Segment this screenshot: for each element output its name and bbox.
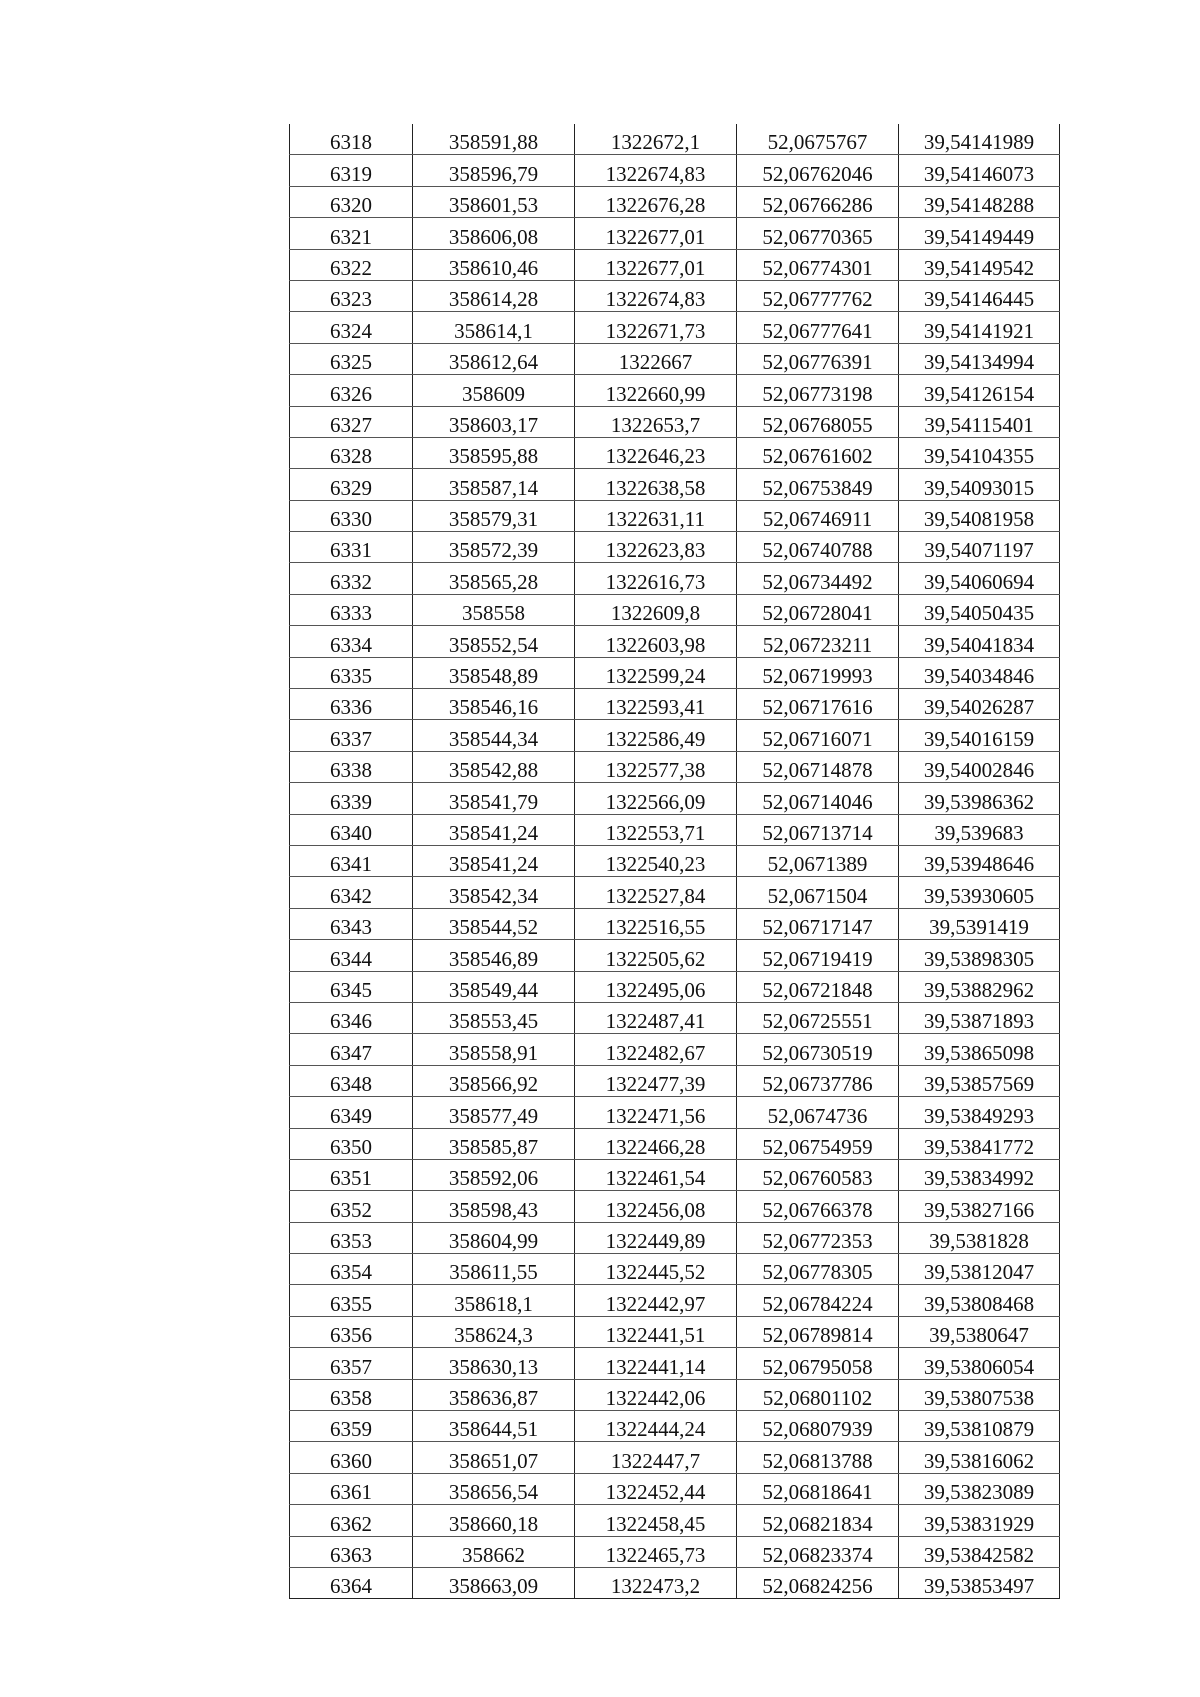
y-coordinate-cell: 1322671,73	[575, 312, 737, 343]
latitude-cell: 52,06777641	[737, 312, 899, 343]
latitude-cell: 52,06766286	[737, 186, 899, 217]
longitude-cell: 39,54141989	[899, 124, 1060, 155]
table-row	[290, 1411, 1060, 1442]
latitude-cell: 52,06753849	[737, 469, 899, 500]
longitude-cell: 39,53865098	[899, 1034, 1060, 1065]
point-number-cell: 6318	[290, 124, 413, 155]
table-row	[290, 940, 1060, 971]
table-row	[290, 751, 1060, 782]
latitude-cell: 52,06754959	[737, 1128, 899, 1159]
latitude-cell: 52,06807939	[737, 1411, 899, 1442]
point-number-cell: 6332	[290, 563, 413, 594]
coordinates-table	[289, 124, 1060, 1599]
longitude-cell: 39,53882962	[899, 971, 1060, 1002]
latitude-cell: 52,0671389	[737, 845, 899, 876]
longitude-cell: 39,539683	[899, 814, 1060, 845]
longitude-cell: 39,54149449	[899, 218, 1060, 249]
table-row	[290, 124, 1060, 155]
y-coordinate-cell: 1322553,71	[575, 814, 737, 845]
table-row	[290, 877, 1060, 908]
x-coordinate-cell: 358651,07	[413, 1442, 575, 1473]
table-row	[290, 469, 1060, 500]
table-row	[290, 657, 1060, 688]
latitude-cell: 52,0671504	[737, 877, 899, 908]
longitude-cell: 39,53812047	[899, 1254, 1060, 1285]
table-row	[290, 1254, 1060, 1285]
point-number-cell: 6330	[290, 500, 413, 531]
latitude-cell: 52,06773198	[737, 375, 899, 406]
x-coordinate-cell: 358572,39	[413, 532, 575, 563]
longitude-cell: 39,53816062	[899, 1442, 1060, 1473]
y-coordinate-cell: 1322677,01	[575, 218, 737, 249]
x-coordinate-cell: 358546,16	[413, 689, 575, 720]
latitude-cell: 52,06728041	[737, 594, 899, 625]
point-number-cell: 6335	[290, 657, 413, 688]
y-coordinate-cell: 1322465,73	[575, 1536, 737, 1567]
x-coordinate-cell: 358577,49	[413, 1097, 575, 1128]
x-coordinate-cell: 358553,45	[413, 1002, 575, 1033]
latitude-cell: 52,06760583	[737, 1159, 899, 1190]
point-number-cell: 6350	[290, 1128, 413, 1159]
point-number-cell: 6361	[290, 1473, 413, 1504]
table-row	[290, 1285, 1060, 1316]
y-coordinate-cell: 1322516,55	[575, 908, 737, 939]
x-coordinate-cell: 358596,79	[413, 155, 575, 186]
point-number-cell: 6355	[290, 1285, 413, 1316]
table-row	[290, 908, 1060, 939]
x-coordinate-cell: 358598,43	[413, 1191, 575, 1222]
y-coordinate-cell: 1322441,51	[575, 1316, 737, 1347]
x-coordinate-cell: 358544,52	[413, 908, 575, 939]
longitude-cell: 39,53827166	[899, 1191, 1060, 1222]
longitude-cell: 39,5391419	[899, 908, 1060, 939]
y-coordinate-cell: 1322660,99	[575, 375, 737, 406]
point-number-cell: 6347	[290, 1034, 413, 1065]
y-coordinate-cell: 1322442,06	[575, 1379, 737, 1410]
latitude-cell: 52,0674736	[737, 1097, 899, 1128]
table-row	[290, 1222, 1060, 1253]
latitude-cell: 52,06713714	[737, 814, 899, 845]
x-coordinate-cell: 358606,08	[413, 218, 575, 249]
point-number-cell: 6327	[290, 406, 413, 437]
longitude-cell: 39,54026287	[899, 689, 1060, 720]
x-coordinate-cell: 358541,24	[413, 845, 575, 876]
x-coordinate-cell: 358595,88	[413, 437, 575, 468]
latitude-cell: 52,06774301	[737, 249, 899, 280]
table-row	[290, 437, 1060, 468]
table-row	[290, 845, 1060, 876]
x-coordinate-cell: 358610,46	[413, 249, 575, 280]
y-coordinate-cell: 1322646,23	[575, 437, 737, 468]
longitude-cell: 39,53986362	[899, 783, 1060, 814]
point-number-cell: 6328	[290, 437, 413, 468]
y-coordinate-cell: 1322638,58	[575, 469, 737, 500]
point-number-cell: 6334	[290, 626, 413, 657]
x-coordinate-cell: 358609	[413, 375, 575, 406]
x-coordinate-cell: 358660,18	[413, 1505, 575, 1536]
y-coordinate-cell: 1322540,23	[575, 845, 737, 876]
table-row	[290, 280, 1060, 311]
point-number-cell: 6342	[290, 877, 413, 908]
latitude-cell: 52,06824256	[737, 1567, 899, 1598]
y-coordinate-cell: 1322466,28	[575, 1128, 737, 1159]
table-row	[290, 783, 1060, 814]
y-coordinate-cell: 1322566,09	[575, 783, 737, 814]
longitude-cell: 39,54104355	[899, 437, 1060, 468]
point-number-cell: 6362	[290, 1505, 413, 1536]
y-coordinate-cell: 1322471,56	[575, 1097, 737, 1128]
y-coordinate-cell: 1322609,8	[575, 594, 737, 625]
longitude-cell: 39,54149542	[899, 249, 1060, 280]
x-coordinate-cell: 358542,88	[413, 751, 575, 782]
point-number-cell: 6339	[290, 783, 413, 814]
latitude-cell: 52,06737786	[737, 1065, 899, 1096]
point-number-cell: 6346	[290, 1002, 413, 1033]
point-number-cell: 6326	[290, 375, 413, 406]
x-coordinate-cell: 358549,44	[413, 971, 575, 1002]
latitude-cell: 52,06789814	[737, 1316, 899, 1347]
longitude-cell: 39,53834992	[899, 1159, 1060, 1190]
point-number-cell: 6364	[290, 1567, 413, 1598]
x-coordinate-cell: 358585,87	[413, 1128, 575, 1159]
x-coordinate-cell: 358541,24	[413, 814, 575, 845]
latitude-cell: 52,06734492	[737, 563, 899, 594]
latitude-cell: 52,06768055	[737, 406, 899, 437]
x-coordinate-cell: 358542,34	[413, 877, 575, 908]
x-coordinate-cell: 358644,51	[413, 1411, 575, 1442]
point-number-cell: 6324	[290, 312, 413, 343]
y-coordinate-cell: 1322577,38	[575, 751, 737, 782]
longitude-cell: 39,54126154	[899, 375, 1060, 406]
x-coordinate-cell: 358601,53	[413, 186, 575, 217]
y-coordinate-cell: 1322447,7	[575, 1442, 737, 1473]
x-coordinate-cell: 358548,89	[413, 657, 575, 688]
y-coordinate-cell: 1322676,28	[575, 186, 737, 217]
table-row	[290, 563, 1060, 594]
point-number-cell: 6356	[290, 1316, 413, 1347]
latitude-cell: 52,06776391	[737, 343, 899, 374]
point-number-cell: 6363	[290, 1536, 413, 1567]
table-row	[290, 1316, 1060, 1347]
longitude-cell: 39,53930605	[899, 877, 1060, 908]
x-coordinate-cell: 358656,54	[413, 1473, 575, 1504]
x-coordinate-cell: 358636,87	[413, 1379, 575, 1410]
x-coordinate-cell: 358579,31	[413, 500, 575, 531]
x-coordinate-cell: 358614,1	[413, 312, 575, 343]
coordinates-table-body	[290, 124, 1060, 1599]
longitude-cell: 39,53808468	[899, 1285, 1060, 1316]
point-number-cell: 6352	[290, 1191, 413, 1222]
longitude-cell: 39,53823089	[899, 1473, 1060, 1504]
longitude-cell: 39,53841772	[899, 1128, 1060, 1159]
longitude-cell: 39,53810879	[899, 1411, 1060, 1442]
longitude-cell: 39,54041834	[899, 626, 1060, 657]
y-coordinate-cell: 1322616,73	[575, 563, 737, 594]
table-row	[290, 814, 1060, 845]
latitude-cell: 52,06716071	[737, 720, 899, 751]
latitude-cell: 52,06725551	[737, 1002, 899, 1033]
table-row	[290, 1348, 1060, 1379]
y-coordinate-cell: 1322441,14	[575, 1348, 737, 1379]
x-coordinate-cell: 358611,55	[413, 1254, 575, 1285]
latitude-cell: 52,06813788	[737, 1442, 899, 1473]
y-coordinate-cell: 1322623,83	[575, 532, 737, 563]
y-coordinate-cell: 1322482,67	[575, 1034, 737, 1065]
table-row	[290, 375, 1060, 406]
latitude-cell: 52,06719419	[737, 940, 899, 971]
x-coordinate-cell: 358614,28	[413, 280, 575, 311]
longitude-cell: 39,53842582	[899, 1536, 1060, 1567]
point-number-cell: 6322	[290, 249, 413, 280]
latitude-cell: 52,06778305	[737, 1254, 899, 1285]
longitude-cell: 39,54016159	[899, 720, 1060, 751]
y-coordinate-cell: 1322477,39	[575, 1065, 737, 1096]
latitude-cell: 52,06730519	[737, 1034, 899, 1065]
table-row	[290, 186, 1060, 217]
table-row	[290, 1442, 1060, 1473]
table-row	[290, 1034, 1060, 1065]
table-row	[290, 218, 1060, 249]
y-coordinate-cell: 1322586,49	[575, 720, 737, 751]
point-number-cell: 6321	[290, 218, 413, 249]
longitude-cell: 39,54141921	[899, 312, 1060, 343]
table-row	[290, 343, 1060, 374]
point-number-cell: 6323	[290, 280, 413, 311]
y-coordinate-cell: 1322456,08	[575, 1191, 737, 1222]
x-coordinate-cell: 358544,34	[413, 720, 575, 751]
longitude-cell: 39,54002846	[899, 751, 1060, 782]
point-number-cell: 6351	[290, 1159, 413, 1190]
longitude-cell: 39,54093015	[899, 469, 1060, 500]
y-coordinate-cell: 1322458,45	[575, 1505, 737, 1536]
y-coordinate-cell: 1322461,54	[575, 1159, 737, 1190]
y-coordinate-cell: 1322593,41	[575, 689, 737, 720]
table-row	[290, 594, 1060, 625]
x-coordinate-cell: 358565,28	[413, 563, 575, 594]
point-number-cell: 6320	[290, 186, 413, 217]
table-row	[290, 1065, 1060, 1096]
point-number-cell: 6353	[290, 1222, 413, 1253]
table-row	[290, 689, 1060, 720]
latitude-cell: 52,06772353	[737, 1222, 899, 1253]
latitude-cell: 52,06721848	[737, 971, 899, 1002]
x-coordinate-cell: 358592,06	[413, 1159, 575, 1190]
latitude-cell: 52,06766378	[737, 1191, 899, 1222]
latitude-cell: 52,06719993	[737, 657, 899, 688]
y-coordinate-cell: 1322505,62	[575, 940, 737, 971]
longitude-cell: 39,54081958	[899, 500, 1060, 531]
latitude-cell: 52,06770365	[737, 218, 899, 249]
latitude-cell: 52,06714046	[737, 783, 899, 814]
point-number-cell: 6345	[290, 971, 413, 1002]
x-coordinate-cell: 358604,99	[413, 1222, 575, 1253]
x-coordinate-cell: 358663,09	[413, 1567, 575, 1598]
longitude-cell: 39,53806054	[899, 1348, 1060, 1379]
point-number-cell: 6333	[290, 594, 413, 625]
latitude-cell: 52,0675767	[737, 124, 899, 155]
y-coordinate-cell: 1322442,97	[575, 1285, 737, 1316]
latitude-cell: 52,06723211	[737, 626, 899, 657]
table-row	[290, 312, 1060, 343]
point-number-cell: 6343	[290, 908, 413, 939]
point-number-cell: 6325	[290, 343, 413, 374]
longitude-cell: 39,54115401	[899, 406, 1060, 437]
y-coordinate-cell: 1322631,11	[575, 500, 737, 531]
point-number-cell: 6336	[290, 689, 413, 720]
table-row	[290, 720, 1060, 751]
point-number-cell: 6358	[290, 1379, 413, 1410]
point-number-cell: 6359	[290, 1411, 413, 1442]
point-number-cell: 6319	[290, 155, 413, 186]
latitude-cell: 52,06740788	[737, 532, 899, 563]
table-row	[290, 1191, 1060, 1222]
latitude-cell: 52,06777762	[737, 280, 899, 311]
table-row	[290, 406, 1060, 437]
table-row	[290, 1473, 1060, 1504]
x-coordinate-cell: 358630,13	[413, 1348, 575, 1379]
table-row	[290, 1097, 1060, 1128]
y-coordinate-cell: 1322674,83	[575, 155, 737, 186]
latitude-cell: 52,06821834	[737, 1505, 899, 1536]
y-coordinate-cell: 1322487,41	[575, 1002, 737, 1033]
latitude-cell: 52,06818641	[737, 1473, 899, 1504]
point-number-cell: 6331	[290, 532, 413, 563]
table-row	[290, 626, 1060, 657]
longitude-cell: 39,54034846	[899, 657, 1060, 688]
longitude-cell: 39,54050435	[899, 594, 1060, 625]
point-number-cell: 6360	[290, 1442, 413, 1473]
longitude-cell: 39,5380647	[899, 1316, 1060, 1347]
table-row	[290, 1002, 1060, 1033]
x-coordinate-cell: 358591,88	[413, 124, 575, 155]
table-row	[290, 1159, 1060, 1190]
y-coordinate-cell: 1322667	[575, 343, 737, 374]
y-coordinate-cell: 1322495,06	[575, 971, 737, 1002]
latitude-cell: 52,06823374	[737, 1536, 899, 1567]
x-coordinate-cell: 358566,92	[413, 1065, 575, 1096]
point-number-cell: 6344	[290, 940, 413, 971]
longitude-cell: 39,54146073	[899, 155, 1060, 186]
latitude-cell: 52,06714878	[737, 751, 899, 782]
y-coordinate-cell: 1322452,44	[575, 1473, 737, 1504]
point-number-cell: 6329	[290, 469, 413, 500]
y-coordinate-cell: 1322677,01	[575, 249, 737, 280]
point-number-cell: 6348	[290, 1065, 413, 1096]
x-coordinate-cell: 358603,17	[413, 406, 575, 437]
longitude-cell: 39,54060694	[899, 563, 1060, 594]
longitude-cell: 39,53898305	[899, 940, 1060, 971]
longitude-cell: 39,53948646	[899, 845, 1060, 876]
longitude-cell: 39,54148288	[899, 186, 1060, 217]
point-number-cell: 6349	[290, 1097, 413, 1128]
table-row	[290, 1567, 1060, 1598]
longitude-cell: 39,54071197	[899, 532, 1060, 563]
longitude-cell: 39,53871893	[899, 1002, 1060, 1033]
x-coordinate-cell: 358618,1	[413, 1285, 575, 1316]
y-coordinate-cell: 1322473,2	[575, 1567, 737, 1598]
longitude-cell: 39,53807538	[899, 1379, 1060, 1410]
point-number-cell: 6340	[290, 814, 413, 845]
point-number-cell: 6341	[290, 845, 413, 876]
table-row	[290, 971, 1060, 1002]
longitude-cell: 39,54134994	[899, 343, 1060, 374]
table-row	[290, 1505, 1060, 1536]
y-coordinate-cell: 1322674,83	[575, 280, 737, 311]
y-coordinate-cell: 1322603,98	[575, 626, 737, 657]
latitude-cell: 52,06761602	[737, 437, 899, 468]
y-coordinate-cell: 1322599,24	[575, 657, 737, 688]
x-coordinate-cell: 358612,64	[413, 343, 575, 374]
table-row	[290, 1379, 1060, 1410]
longitude-cell: 39,54146445	[899, 280, 1060, 311]
table-row	[290, 1128, 1060, 1159]
y-coordinate-cell: 1322449,89	[575, 1222, 737, 1253]
x-coordinate-cell: 358624,3	[413, 1316, 575, 1347]
latitude-cell: 52,06717147	[737, 908, 899, 939]
latitude-cell: 52,06801102	[737, 1379, 899, 1410]
point-number-cell: 6338	[290, 751, 413, 782]
x-coordinate-cell: 358541,79	[413, 783, 575, 814]
point-number-cell: 6337	[290, 720, 413, 751]
y-coordinate-cell: 1322527,84	[575, 877, 737, 908]
longitude-cell: 39,5381828	[899, 1222, 1060, 1253]
longitude-cell: 39,53853497	[899, 1567, 1060, 1598]
table-row	[290, 500, 1060, 531]
latitude-cell: 52,06762046	[737, 155, 899, 186]
table-row	[290, 155, 1060, 186]
x-coordinate-cell: 358552,54	[413, 626, 575, 657]
longitude-cell: 39,53857569	[899, 1065, 1060, 1096]
latitude-cell: 52,06717616	[737, 689, 899, 720]
latitude-cell: 52,06746911	[737, 500, 899, 531]
y-coordinate-cell: 1322653,7	[575, 406, 737, 437]
y-coordinate-cell: 1322672,1	[575, 124, 737, 155]
x-coordinate-cell: 358587,14	[413, 469, 575, 500]
latitude-cell: 52,06784224	[737, 1285, 899, 1316]
y-coordinate-cell: 1322444,24	[575, 1411, 737, 1442]
latitude-cell: 52,06795058	[737, 1348, 899, 1379]
table-row	[290, 1536, 1060, 1567]
point-number-cell: 6357	[290, 1348, 413, 1379]
table-row	[290, 249, 1060, 280]
y-coordinate-cell: 1322445,52	[575, 1254, 737, 1285]
longitude-cell: 39,53831929	[899, 1505, 1060, 1536]
point-number-cell: 6354	[290, 1254, 413, 1285]
table-row	[290, 532, 1060, 563]
x-coordinate-cell: 358558	[413, 594, 575, 625]
longitude-cell: 39,53849293	[899, 1097, 1060, 1128]
x-coordinate-cell: 358662	[413, 1536, 575, 1567]
x-coordinate-cell: 358558,91	[413, 1034, 575, 1065]
x-coordinate-cell: 358546,89	[413, 940, 575, 971]
